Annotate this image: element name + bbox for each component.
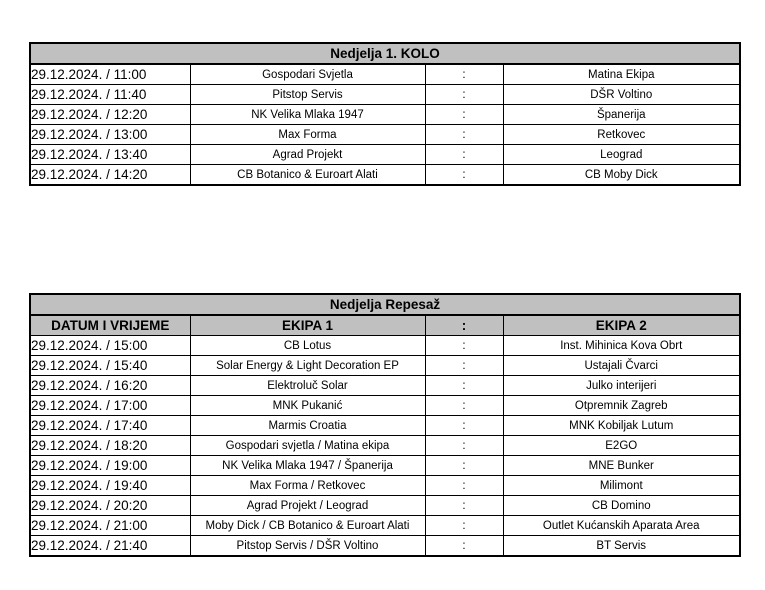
away-team: Retkovec: [503, 125, 740, 145]
match-row: [30, 336, 740, 356]
score-separator: :: [425, 476, 503, 496]
match-datetime: 29.12.2024. / 21:00: [30, 516, 190, 536]
away-team: MNE Bunker: [503, 456, 740, 476]
match-row: [30, 476, 740, 496]
match-row: [30, 496, 740, 516]
match-datetime: 29.12.2024. / 21:40: [30, 536, 190, 557]
score-separator: :: [425, 376, 503, 396]
home-team: Moby Dick / CB Botanico & Euroart Alati: [190, 516, 425, 536]
home-team: NK Velika Mlaka 1947 / Španerija: [190, 456, 425, 476]
away-team: Inst. Mihinica Kova Obrt: [503, 336, 740, 356]
score-separator: :: [425, 516, 503, 536]
home-team: MNK Pukanić: [190, 396, 425, 416]
home-team: NK Velika Mlaka 1947: [190, 105, 425, 125]
score-separator: :: [425, 125, 503, 145]
away-team: CB Domino: [503, 496, 740, 516]
match-datetime: 29.12.2024. / 17:00: [30, 396, 190, 416]
away-team: BT Servis: [503, 536, 740, 557]
home-team: Pitstop Servis: [190, 85, 425, 105]
match-datetime: 29.12.2024. / 15:40: [30, 356, 190, 376]
home-team: Max Forma: [190, 125, 425, 145]
score-separator: :: [425, 496, 503, 516]
home-team: Agrad Projekt: [190, 145, 425, 165]
home-team: Pitstop Servis / DŠR Voltino: [190, 536, 425, 557]
match-row: [30, 105, 740, 125]
round1-title: Nedjelja 1. KOLO: [30, 43, 740, 64]
score-separator: :: [425, 536, 503, 557]
score-separator: :: [425, 436, 503, 456]
match-datetime: 29.12.2024. / 15:00: [30, 336, 190, 356]
score-separator: :: [425, 145, 503, 165]
away-team: Ustajali Čvarci: [503, 356, 740, 376]
score-separator: :: [425, 356, 503, 376]
match-row: [30, 456, 740, 476]
away-team: CB Moby Dick: [503, 165, 740, 186]
home-team: Elektroluč Solar: [190, 376, 425, 396]
match-row: [30, 416, 740, 436]
match-datetime: 29.12.2024. / 18:20: [30, 436, 190, 456]
match-datetime: 29.12.2024. / 14:20: [30, 165, 190, 186]
repesaz-title: Nedjelja Repesaž: [30, 294, 740, 315]
round1-rows: [30, 64, 740, 185]
home-team: Gospodari svjetla / Matina ekipa: [190, 436, 425, 456]
match-datetime: 29.12.2024. / 12:20: [30, 105, 190, 125]
match-row: [30, 376, 740, 396]
round1-schedule-table: [29, 42, 741, 186]
header-away-team: EKIPA 2: [503, 315, 740, 336]
home-team: Solar Energy & Light Decoration EP: [190, 356, 425, 376]
home-team: CB Lotus: [190, 336, 425, 356]
away-team: E2GO: [503, 436, 740, 456]
match-datetime: 29.12.2024. / 13:00: [30, 125, 190, 145]
score-separator: :: [425, 456, 503, 476]
away-team: Otpremnik Zagreb: [503, 396, 740, 416]
match-row: [30, 356, 740, 376]
match-row: [30, 516, 740, 536]
repesaz-schedule-table: [29, 293, 741, 557]
score-separator: :: [425, 64, 503, 85]
match-row: [30, 436, 740, 456]
match-datetime: 29.12.2024. / 11:40: [30, 85, 190, 105]
match-datetime: 29.12.2024. / 13:40: [30, 145, 190, 165]
score-separator: :: [425, 396, 503, 416]
score-separator: :: [425, 416, 503, 436]
away-team: Španerija: [503, 105, 740, 125]
match-datetime: 29.12.2024. / 16:20: [30, 376, 190, 396]
match-row: [30, 64, 740, 85]
away-team: Leograd: [503, 145, 740, 165]
match-datetime: 29.12.2024. / 20:20: [30, 496, 190, 516]
header-home-team: EKIPA 1: [190, 315, 425, 336]
home-team: Agrad Projekt / Leograd: [190, 496, 425, 516]
home-team: Gospodari Svjetla: [190, 64, 425, 85]
repesaz-rows: [30, 336, 740, 557]
away-team: Outlet Kućanskih Aparata Area: [503, 516, 740, 536]
home-team: Marmis Croatia: [190, 416, 425, 436]
home-team: CB Botanico & Euroart Alati: [190, 165, 425, 186]
away-team: Matina Ekipa: [503, 64, 740, 85]
match-row: [30, 536, 740, 557]
away-team: Julko interijeri: [503, 376, 740, 396]
match-datetime: 29.12.2024. / 19:40: [30, 476, 190, 496]
match-row: [30, 85, 740, 105]
home-team: Max Forma / Retkovec: [190, 476, 425, 496]
score-separator: :: [425, 336, 503, 356]
header-datetime: DATUM I VRIJEME: [30, 315, 190, 336]
match-datetime: 29.12.2024. / 19:00: [30, 456, 190, 476]
match-row: [30, 125, 740, 145]
away-team: DŠR Voltino: [503, 85, 740, 105]
match-row: [30, 165, 740, 186]
score-separator: :: [425, 165, 503, 186]
score-separator: :: [425, 105, 503, 125]
match-datetime: 29.12.2024. / 11:00: [30, 64, 190, 85]
match-datetime: 29.12.2024. / 17:40: [30, 416, 190, 436]
match-row: [30, 396, 740, 416]
match-row: [30, 145, 740, 165]
away-team: MNK Kobiljak Lutum: [503, 416, 740, 436]
away-team: Milimont: [503, 476, 740, 496]
score-separator: :: [425, 85, 503, 105]
header-separator: :: [425, 315, 503, 336]
repesaz-header-row: [30, 315, 740, 336]
